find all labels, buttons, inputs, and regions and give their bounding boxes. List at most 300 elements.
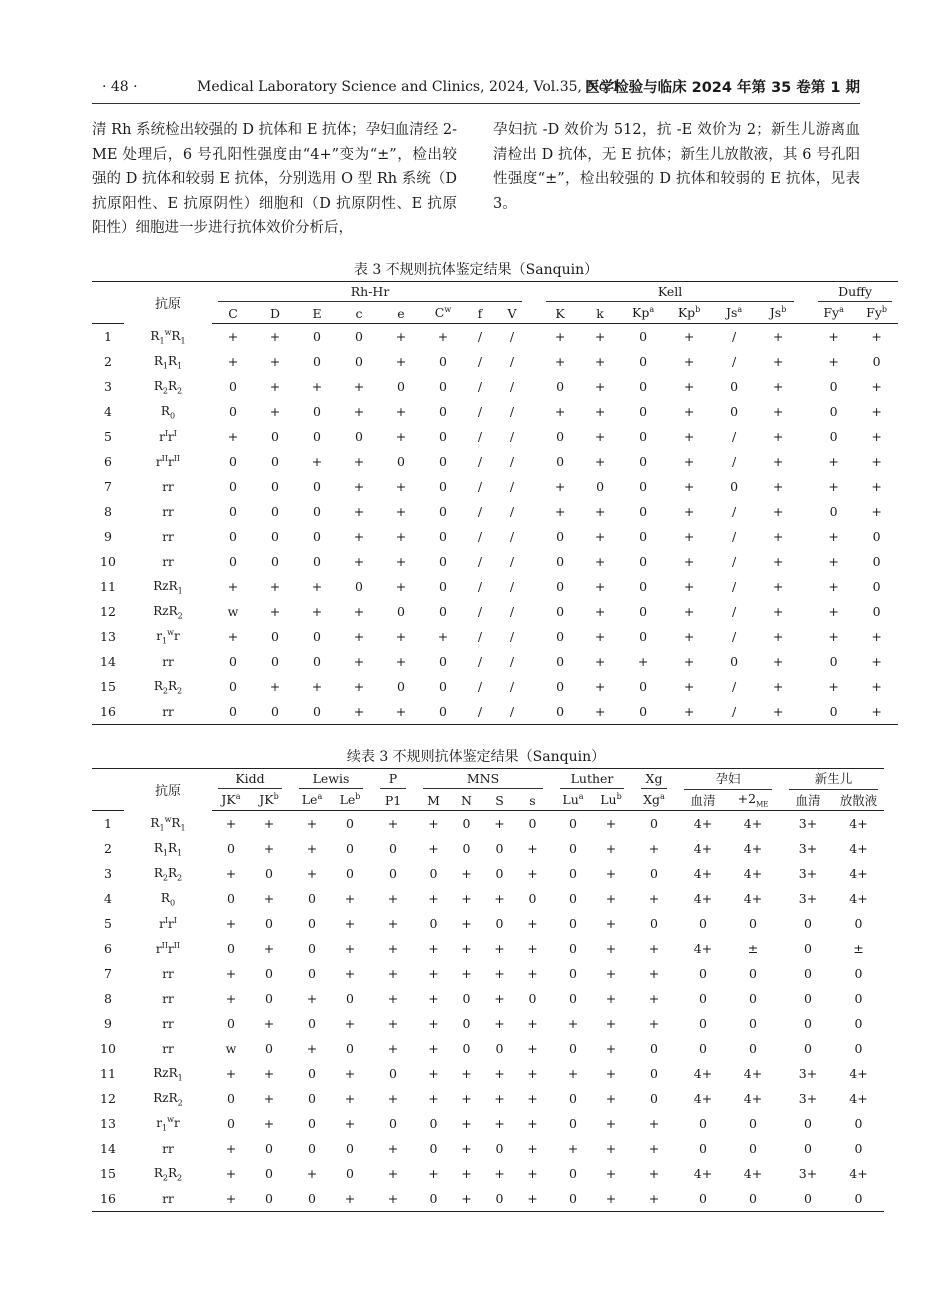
table-cell: + [311,454,323,469]
table-cell: + [269,404,281,419]
table-cell: 0 [439,529,447,544]
table-cell: + [437,629,449,644]
row-number: 11 [100,1066,116,1081]
table-cell: + [344,916,356,931]
table-cell: 0 [556,454,565,469]
table-cell: + [594,679,606,694]
table-cell: 4+ [743,1066,763,1081]
table-cell: + [428,1166,439,1181]
table-cell: / [509,329,515,344]
body-text-right: 孕妇抗 -D 效价为 512，抗 -E 效价为 2；新生儿游离血清检出 D 抗体，无 E 抗体；新生儿放散液，其 6 号孔阳性强度“±”，检出较强的 D 抗体和较弱的 E 抗体，见表 3。 [493,122,860,212]
table-cell: + [344,1066,356,1081]
table-row [92,449,898,474]
table-cell: + [353,379,365,394]
table-cell: + [772,579,784,594]
table-cell: 4+ [743,866,763,881]
t1-group-rh: Rh-Hr [218,284,522,302]
table-row [92,349,898,374]
table-cell: + [527,941,538,956]
table-cell: / [477,454,483,469]
table-cell: + [637,654,649,669]
antigen-cell: RzR$_1$ [153,1065,183,1083]
t2-col-M: M [417,790,450,811]
table-cell: 3+ [798,1166,818,1181]
table-cell: + [683,429,695,444]
table-cell: / [477,329,483,344]
table-cell: + [494,1091,505,1106]
antigen-cell: $R_1R_1$ [153,840,183,858]
table-row [92,424,898,449]
table-cell: 0 [569,941,577,956]
table-cell: w [225,1041,237,1056]
table-cell: 0 [265,1166,273,1181]
table-cell: 0 [829,404,838,419]
table-cell: + [461,941,472,956]
table-cell: + [527,966,538,981]
table-cell: 0 [569,1091,577,1106]
table-cell: + [554,504,566,519]
row-number: 12 [100,604,116,619]
row-number: 8 [104,504,112,519]
table-cell: + [311,579,323,594]
table-cell: + [461,966,472,981]
table-cell: 0 [699,916,707,931]
table-cell: + [494,1116,505,1131]
table-cell: + [772,429,784,444]
table-cell: w [227,604,239,619]
table-cell: + [263,816,275,831]
table-cell: 0 [439,554,447,569]
table-cell: + [605,1016,617,1031]
table-cell: + [828,454,839,469]
table-cell: + [772,554,784,569]
row-number: 9 [104,529,112,544]
row-number: 16 [92,699,124,725]
antigen-cell: rr [162,655,174,669]
table-cell: / [477,654,483,669]
t1-col-Cw: $C^w$ [422,303,464,324]
table-cell: 3+ [798,891,818,906]
table-cell: 0 [389,866,397,881]
table-cell: 0 [308,966,316,981]
row-number: 6 [104,941,112,956]
table-cell: / [509,504,515,519]
row-number: 15 [100,1166,116,1181]
table-cell: + [648,966,660,981]
table-cell: 0 [556,379,565,394]
t1-group-kell: Kell [546,284,794,302]
table-cell: / [477,479,483,494]
table-cell: + [437,329,449,344]
table-cell: + [395,654,407,669]
table-cell: 0 [783,1186,833,1212]
table-cell: + [306,1041,318,1056]
table-cell: 4+ [693,816,713,831]
table-cell: + [828,579,839,594]
table-cell: 0 [439,454,447,469]
table-cell: 0 [397,379,405,394]
row-number: 15 [100,679,116,694]
table-cell: 4+ [693,866,713,881]
table-cell: 0 [872,354,881,369]
table-cell: + [772,679,784,694]
table-cell: + [594,429,606,444]
table-cell: 0 [528,991,537,1006]
table-row [92,1136,884,1161]
table-cell: 0 [227,841,235,856]
table-cell: + [527,841,538,856]
row-number: 1 [104,816,112,831]
antigen-cell: rr [162,1142,174,1156]
t1-col-Fyb: Fy$^b$ [855,303,898,324]
table-cell: 0 [749,1041,757,1056]
table-cell: 4+ [849,1066,868,1081]
table-cell: 0 [308,1091,316,1106]
table-cell: + [828,554,839,569]
table-row [92,1036,884,1061]
table-cell: + [594,404,606,419]
table-cell: 0 [265,966,273,981]
table-cell: 0 [749,1016,757,1031]
t1-col-f: f [464,303,496,324]
table-cell: 0 [829,429,838,444]
t2-col-newborn-serum: 血清 [783,790,833,811]
table-cell: 0 [313,629,321,644]
t2-col-newborn-eluate: 放散液 [833,790,884,811]
table-cell: / [477,354,483,369]
table-cell: + [227,429,239,444]
table-cell: 0 [854,966,863,981]
table-row [92,499,898,524]
antigen-cell: $R_0$ [160,403,176,421]
row-number: 14 [100,654,116,669]
table-cell: + [580,699,620,725]
table-cell: 0 [749,966,757,981]
table-cell: + [592,1186,630,1212]
t2-group-kidd: Kidd [218,771,282,789]
table-cell: / [509,454,515,469]
table-cell: 0 [355,579,363,594]
table-cell: + [353,529,365,544]
t2-col-Lub: Lu$^b$ [592,790,630,811]
table-cell: 0 [650,1041,658,1056]
table-cell: + [353,679,365,694]
table-cell: + [648,991,660,1006]
table-cell: + [306,816,318,831]
table-cell: 4+ [743,1091,763,1106]
table-cell: + [395,404,407,419]
row-number: 7 [104,479,112,494]
t1-col-Kpb: Kp$^b$ [666,303,712,324]
table-row [92,474,898,499]
row-number: 13 [100,629,116,644]
table-cell: + [311,679,323,694]
table-cell: 0 [650,1091,658,1106]
table-cell: + [263,891,275,906]
table-cell: 0 [650,866,658,881]
body-text-left: 清 Rh 系统检出较强的 D 抗体和 E 抗体；孕妇血清经 2-ME 处理后，6 号孔阳性强度由“4+”变为“±”，检出较强的 D 抗体和较弱 E 抗体，分别选用 O 型 Rh 系统（D 抗原阳性、E 抗原阴性）细胞和（D 抗原阴性、E 抗原阳性）细胞进一步进行抗体效价分析后， [92,122,457,237]
table-cell: + [344,966,356,981]
table-cell: + [594,554,606,569]
table-cell: 0 [229,554,237,569]
table-cell: 0 [265,916,273,931]
row-number: 2 [104,354,112,369]
antigen-cell: $r_1^wr$ [156,627,180,646]
row-number: 8 [104,991,112,1006]
table-cell: 4+ [849,866,868,881]
row-number: 16 [92,1186,124,1212]
table-cell: + [387,1141,399,1156]
table-cell: / [509,629,515,644]
table-cell: 0 [417,1186,450,1212]
table-cell: + [428,941,439,956]
table-cell: 0 [528,816,537,831]
table-cell: + [605,1066,617,1081]
table-cell: + [772,404,784,419]
table-cell: 0 [397,604,405,619]
antigen-cell: $R_2R_2$ [153,1165,183,1183]
table-cell: 0 [639,604,648,619]
table-cell: 0 [308,891,316,906]
table-cell: 0 [229,679,237,694]
table-cell: 0 [462,841,471,856]
t2-col-s: s [516,790,549,811]
t1-col-e: e [380,303,422,324]
t2-col-JKb: $JK^b$ [250,790,288,811]
antigen-cell: $r^{II}r^{II}$ [155,454,181,469]
table-row [92,1061,884,1086]
table-cell: + [212,1186,250,1212]
table-cell: + [605,1141,617,1156]
table-cell: 0 [730,379,739,394]
table-cell: ± [747,941,759,956]
table-cell: + [683,454,695,469]
table-cell: + [353,504,365,519]
table-cell: + [395,554,407,569]
table-cell: 0 [271,529,279,544]
table-cell: + [871,679,882,694]
table-cell: + [772,479,784,494]
table-cell: 4+ [693,1166,713,1181]
table-cell: 3+ [798,1066,818,1081]
table-row [92,961,884,986]
table-cell: + [527,866,538,881]
table-cell: 0 [313,329,321,344]
table-cell: 0 [308,1016,316,1031]
table-cell: 0 [829,504,838,519]
table-cell: + [594,354,606,369]
table-cell: / [477,429,483,444]
table-cell: 0 [313,504,321,519]
row-number: 11 [100,579,116,594]
table-cell: 0 [854,1116,863,1131]
table-cell: 3+ [798,1091,818,1106]
table-cell: / [731,454,737,469]
table-cell: + [666,699,712,725]
table-cell: 0 [804,1016,812,1031]
journal-name: Medical Laboratory Science and Clinics, 2024, Vol.35, No.1 [197,79,621,95]
table-cell: 3+ [798,841,818,856]
table-cell: + [554,354,566,369]
antigen-cell: $R_1R_1$ [153,353,183,371]
table-cell: 0 [227,1116,235,1131]
table-cell: + [605,891,617,906]
table-cell: 0 [872,604,881,619]
table-cell: 0 [620,699,666,725]
table1 [92,281,898,725]
table-cell: 0 [804,941,812,956]
table-row [92,1086,884,1111]
table-cell: 0 [313,354,321,369]
table-cell: + [306,991,318,1006]
table-cell: + [828,604,839,619]
table-cell: 0 [639,479,648,494]
table-cell: + [683,479,695,494]
table-cell: 0 [678,1186,728,1212]
table-cell: 0 [355,429,363,444]
table-cell: + [395,529,407,544]
row-number: 7 [104,966,112,981]
table-cell: + [527,1016,538,1031]
table-cell: 4+ [849,1166,868,1181]
table-cell: / [496,699,528,725]
table-cell: + [527,1166,538,1181]
table-cell: / [509,654,515,669]
table-cell: + [227,329,239,344]
table-cell: + [871,479,882,494]
table-cell: + [344,891,356,906]
antigen-cell: $r^Ir^I$ [159,916,177,931]
table-cell: + [387,816,399,831]
table-cell: 0 [854,991,863,1006]
table-cell: ± [853,941,864,956]
table-cell: + [428,1066,439,1081]
table-cell: 0 [699,1041,707,1056]
t1-col-E: E [296,303,338,324]
t1-col-k: k [580,303,620,324]
table-cell: + [648,941,660,956]
table-cell: 0 [569,1116,577,1131]
table-cell: + [772,504,784,519]
table-cell: 0 [699,1016,707,1031]
t2-group-xg: Xg [641,771,667,789]
table-cell: 4+ [849,841,868,856]
table-cell: / [731,429,737,444]
table-cell: + [263,1066,275,1081]
table-cell: 0 [730,479,739,494]
table-cell: + [263,1016,275,1031]
table-cell: + [428,816,439,831]
table-cell: 0 [556,679,565,694]
table-cell: + [828,329,839,344]
table-row [92,886,884,911]
antigen-cell: rr [162,480,174,494]
table-cell: 0 [650,916,658,931]
table-cell: 4+ [693,1091,713,1106]
table-cell: 0 [229,654,237,669]
table-cell: 0 [556,429,565,444]
table-cell: + [871,379,882,394]
table-cell: + [269,579,281,594]
t2-col-mother-2me: $+2_{ME}$ [728,790,778,811]
table-cell: + [428,1041,439,1056]
antigen-cell: RzR$_1$ [153,578,183,596]
table-cell: + [494,966,505,981]
table-cell: 0 [728,1186,778,1212]
table-cell: + [269,354,281,369]
table-cell: 0 [699,966,707,981]
table-cell: + [428,966,439,981]
table-cell: + [635,1186,673,1212]
table-cell: 0 [854,1141,863,1156]
table-cell: 0 [639,454,648,469]
table-cell: 0 [229,404,237,419]
table-cell: + [353,654,365,669]
table-cell: 0 [439,679,447,694]
table-cell: + [683,329,695,344]
table-cell: 0 [639,629,648,644]
table-cell: + [494,1166,505,1181]
t1-col-D: D [254,303,296,324]
t2-col-Lea: Le$^a$ [293,790,331,811]
table-cell: 0 [528,891,537,906]
table-cell: + [527,1041,538,1056]
table-cell: + [428,991,439,1006]
table-cell: 0 [812,699,855,725]
table-cell: + [387,891,399,906]
table-cell: 0 [872,554,881,569]
t2-group-p: P [380,771,406,789]
table-cell: / [509,579,515,594]
table-cell: 0 [308,1116,316,1131]
table-cell: 0 [227,1016,235,1031]
table-cell: 0 [569,1166,577,1181]
table-row [92,936,884,961]
table-cell: + [828,354,839,369]
t1-group-duffy: Duffy [818,284,892,302]
table-cell: 4+ [849,891,868,906]
table-cell: 0 [495,1141,504,1156]
table-cell: 0 [271,629,279,644]
table-cell: 0 [265,1041,273,1056]
table-cell: + [648,1016,660,1031]
table-cell: + [772,654,784,669]
t2-col-S: S [483,790,516,811]
table-cell: / [509,429,515,444]
header-rule [92,103,860,104]
table-cell: + [594,579,606,594]
row-number: 6 [104,454,112,469]
table-cell: + [461,1116,472,1131]
table-cell: + [605,841,617,856]
table-cell: 0 [313,429,321,444]
table-cell: / [731,579,737,594]
table-row [92,811,884,837]
table-cell: + [683,404,695,419]
table-cell: 0 [639,504,648,519]
table-cell: 0 [346,1041,354,1056]
table-cell: 0 [749,991,757,1006]
table-cell: 0 [596,479,605,494]
table-cell: + [772,529,784,544]
row-number: 5 [104,429,112,444]
table-cell: 0 [462,816,471,831]
antigen-cell: $r^{II}r^{II}$ [155,941,181,956]
table-cell: + [605,941,617,956]
table-row [92,1011,884,1036]
table-cell: + [594,629,606,644]
table-cell: + [461,916,472,931]
